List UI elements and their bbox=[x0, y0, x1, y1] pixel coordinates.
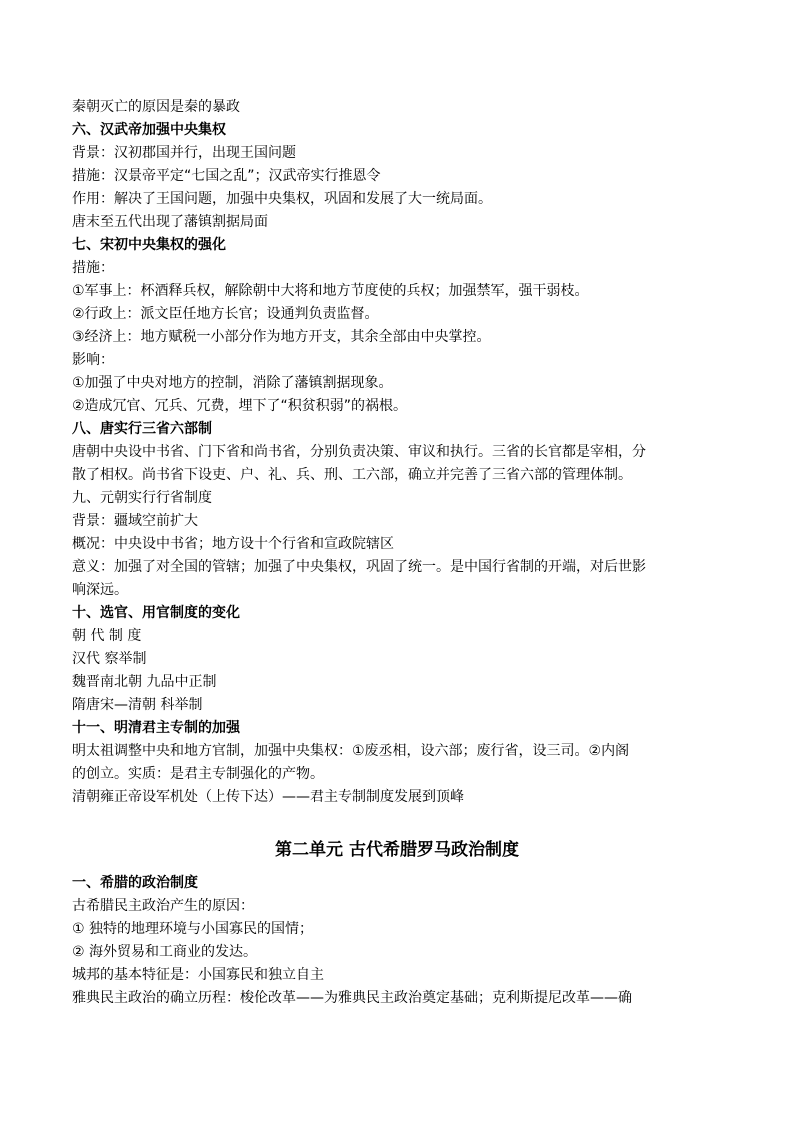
unit-title: 第二单元 古代希腊罗马政治制度 bbox=[275, 840, 519, 860]
section-heading-7: 七、宋初中央集权的强化 bbox=[72, 237, 226, 253]
text-line: 城邦的基本特征是：小国寡民和独立自主 bbox=[72, 967, 324, 983]
text-line: 意义：加强了对全国的管辖；加强了中央集权，巩固了统一。是中国行省制的开端，对后世影 bbox=[72, 559, 646, 575]
text-line-qin-fall: 秦朝灭亡的原因是秦的暴政 bbox=[72, 99, 240, 115]
text-line: 背景：疆域空前扩大 bbox=[72, 513, 198, 529]
list-item: ② 海外贸易和工商业的发达。 bbox=[72, 944, 258, 960]
list-item: ① 独特的地理环境与小国寡民的国情； bbox=[72, 921, 313, 937]
text-line: 唐朝中央设中书省、门下省和尚书省，分别负责决策、审议和执行。三省的长官都是宰相，分 bbox=[72, 444, 646, 460]
table-row: 魏晋南北朝 九品中正制 bbox=[72, 674, 217, 690]
text-line: 背景：汉初郡国并行，出现王国问题 bbox=[72, 145, 296, 161]
text-line: 措施： bbox=[72, 260, 114, 276]
section-heading-10: 十、选官、用官制度的变化 bbox=[72, 605, 240, 621]
text-line: 影响： bbox=[72, 352, 114, 368]
section-heading-11: 十一、明清君主专制的加强 bbox=[72, 720, 240, 736]
text-line: 散了相权。尚书省下设吏、户、礼、兵、刑、工六部，确立并完善了三省六部的管理体制。 bbox=[72, 467, 632, 483]
list-item: ②造成冗官、冗兵、冗费，埋下了“积贫积弱”的祸根。 bbox=[72, 398, 408, 414]
list-item: ②行政上：派文臣任地方长官；设通判负责监督。 bbox=[72, 306, 379, 322]
table-header: 朝 代 制 度 bbox=[72, 628, 142, 644]
text-line: 概况：中央设中书省；地方设十个行省和宣政院辖区 bbox=[72, 536, 394, 552]
list-item: ①军事上：杯酒释兵权，解除朝中大将和地方节度使的兵权；加强禁军，强干弱枝。 bbox=[72, 283, 589, 299]
table-row: 汉代 察举制 bbox=[72, 651, 147, 667]
text-line: 唐末至五代出现了藩镇割据局面 bbox=[72, 214, 268, 230]
text-line: 清朝雍正帝设军机处（上传下达）——君主专制制度发展到顶峰 bbox=[72, 789, 464, 805]
text-line: 明太祖调整中央和地方官制，加强中央集权：①废丞相，设六部；废行省，设三司。②内阁 bbox=[72, 743, 630, 759]
text-line: 措施：汉景帝平定“七国之乱”；汉武帝实行推恩令 bbox=[72, 168, 381, 184]
section-heading-greece: 一、希腊的政治制度 bbox=[72, 875, 198, 891]
list-item: ③经济上：地方赋税一小部分作为地方开支，其余全部由中央掌控。 bbox=[72, 329, 491, 345]
text-line: 作用：解决了王国问题，加强中央集权，巩固和发展了大一统局面。 bbox=[72, 191, 492, 207]
text-line: 古希腊民主政治产生的原因： bbox=[72, 898, 254, 914]
text-line: 雅典民主政治的确立历程：梭伦改革——为雅典民主政治奠定基础；克利斯提尼改革——确 bbox=[72, 990, 632, 1006]
text-line: 响深远。 bbox=[72, 582, 128, 598]
list-item: ①加强了中央对地方的控制，消除了藩镇割据现象。 bbox=[72, 375, 393, 391]
text-line: 的创立。实质：是君主专制强化的产物。 bbox=[72, 766, 324, 782]
section-heading-6: 六、汉武帝加强中央集权 bbox=[72, 122, 226, 138]
section-heading-8: 八、唐实行三省六部制 bbox=[72, 421, 212, 437]
table-row: 隋唐宋—清朝 科举制 bbox=[72, 697, 203, 713]
section-heading-9: 九、元朝实行行省制度 bbox=[72, 490, 212, 506]
